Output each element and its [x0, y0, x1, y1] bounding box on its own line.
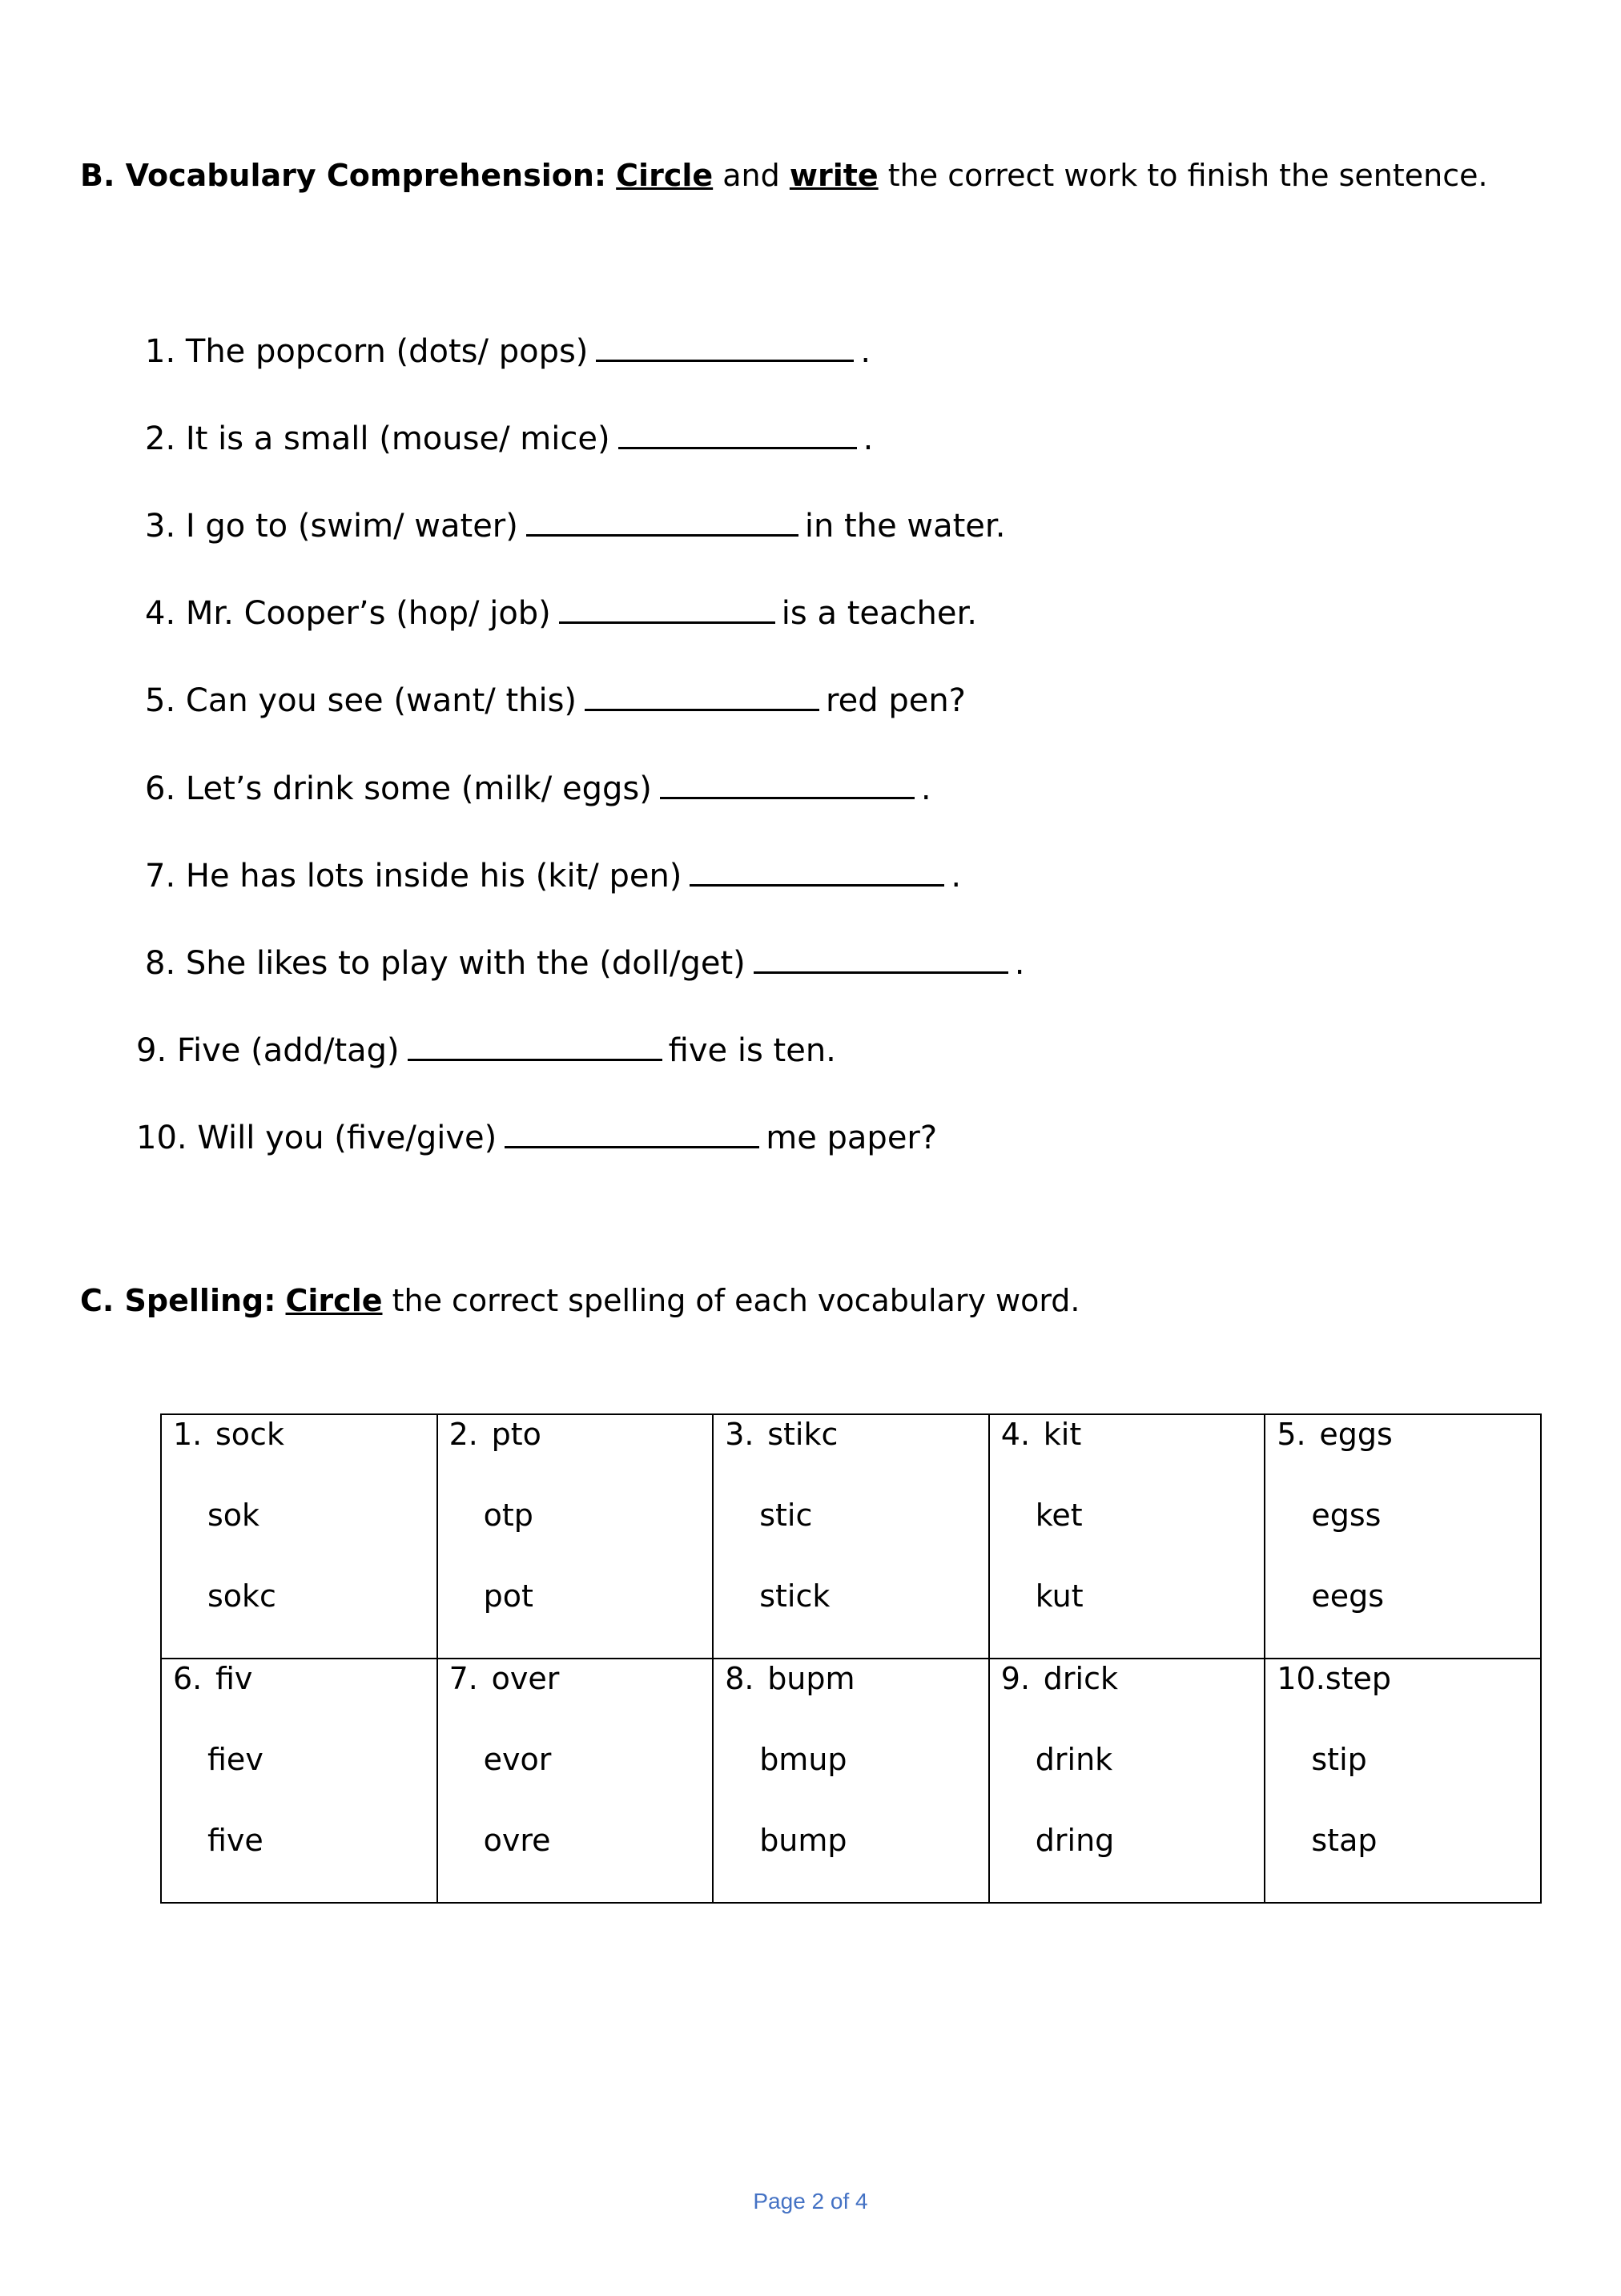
answer-blank[interactable] — [526, 507, 798, 537]
spelling-word: sok — [207, 1498, 260, 1533]
spelling-word: fiv — [215, 1661, 253, 1696]
spelling-word: step — [1325, 1661, 1392, 1696]
spelling-table — [160, 1413, 1542, 1904]
spelling-cell — [161, 1414, 437, 1659]
spelling-word: eggs — [1319, 1417, 1393, 1452]
spelling-number: 7. — [448, 1661, 478, 1696]
section-b-and: and — [722, 158, 780, 193]
sentence-ending: in the water. — [804, 508, 1006, 545]
spelling-row — [161, 1659, 1541, 1903]
spelling-word: stic — [759, 1498, 813, 1533]
sentence-ending: me paper? — [766, 1120, 938, 1156]
sentence-text: Can you see (want/ this) — [185, 682, 577, 719]
spelling-word: fiev — [207, 1742, 263, 1777]
spelling-option[interactable] — [449, 1475, 713, 1556]
sentence-text: Five (add/tag) — [176, 1032, 400, 1069]
spelling-row — [161, 1414, 1541, 1659]
spelling-word: kit — [1043, 1417, 1082, 1452]
answer-blank[interactable] — [660, 770, 915, 799]
spelling-word: ovre — [483, 1823, 551, 1858]
spelling-option[interactable] — [725, 1800, 988, 1881]
spelling-option[interactable] — [449, 1394, 713, 1475]
spelling-word: kut — [1035, 1578, 1084, 1614]
sentence-item — [145, 681, 966, 721]
spelling-word: drick — [1043, 1661, 1118, 1696]
sentence-ending: . — [951, 858, 962, 895]
spelling-option[interactable] — [1277, 1556, 1540, 1637]
spelling-word: pot — [483, 1578, 533, 1614]
spelling-word: stick — [759, 1578, 831, 1614]
sentence-item — [145, 769, 931, 809]
sentence-text: Will you (five/give) — [197, 1120, 497, 1156]
spelling-number: 10. — [1277, 1661, 1325, 1696]
sentence-number: 3. — [145, 508, 176, 545]
spelling-option[interactable] — [173, 1800, 436, 1881]
sentence-item — [145, 593, 977, 633]
spelling-number: 5. — [1277, 1417, 1306, 1452]
spelling-word: sock — [215, 1417, 284, 1452]
answer-blank[interactable] — [596, 332, 854, 362]
spelling-cell — [1265, 1414, 1541, 1659]
spelling-word: bupm — [767, 1661, 855, 1696]
spelling-option[interactable] — [1001, 1639, 1265, 1719]
spelling-option[interactable] — [173, 1719, 436, 1800]
sentence-ending: . — [1014, 945, 1025, 982]
spelling-option[interactable] — [725, 1475, 988, 1556]
spelling-option[interactable] — [449, 1800, 713, 1881]
page-footer: Page 2 of 4 — [753, 2189, 868, 2214]
sentence-ending: is a teacher. — [781, 595, 977, 632]
section-b-label: B. Vocabulary Comprehension: — [80, 158, 607, 193]
sentence-number: 7. — [145, 858, 176, 895]
sentence-number: 9. — [136, 1032, 167, 1069]
spelling-option[interactable] — [449, 1719, 713, 1800]
section-c-circle: Circle — [285, 1283, 383, 1318]
spelling-word: sokc — [207, 1578, 276, 1614]
spelling-option[interactable] — [1001, 1394, 1265, 1475]
spelling-cell — [713, 1659, 989, 1903]
sentence-number: 6. — [145, 770, 176, 807]
spelling-word: bump — [759, 1823, 847, 1858]
spelling-word: stip — [1311, 1742, 1367, 1777]
spelling-word: egss — [1311, 1498, 1382, 1533]
section-b-circle: Circle — [616, 158, 714, 193]
spelling-word: pto — [491, 1417, 541, 1452]
sentence-ending: . — [860, 333, 871, 370]
spelling-word: evor — [483, 1742, 552, 1777]
spelling-cell — [989, 1414, 1265, 1659]
spelling-number: 1. — [173, 1417, 203, 1452]
section-c-instruction: the correct spelling of each vocabulary word. — [392, 1283, 1080, 1318]
answer-blank[interactable] — [559, 594, 775, 624]
spelling-option[interactable] — [173, 1475, 436, 1556]
spelling-cell — [989, 1659, 1265, 1903]
section-b-instruction: the correct work to finish the sentence. — [887, 158, 1488, 193]
sentence-item — [136, 1031, 836, 1071]
section-b-write: write — [789, 158, 879, 193]
sentence-number: 4. — [145, 595, 176, 632]
spelling-cell — [437, 1414, 714, 1659]
sentence-text: The popcorn (dots/ pops) — [185, 333, 589, 370]
spelling-option[interactable] — [725, 1719, 988, 1800]
spelling-cell — [1265, 1659, 1541, 1903]
spelling-cell — [713, 1414, 989, 1659]
spelling-option[interactable] — [1277, 1800, 1540, 1881]
answer-blank[interactable] — [618, 420, 857, 449]
sentence-item — [136, 1118, 937, 1158]
spelling-option[interactable] — [725, 1556, 988, 1637]
sentence-text: She likes to play with the (doll/get) — [185, 945, 746, 982]
spelling-option[interactable] — [1277, 1719, 1540, 1800]
answer-blank[interactable] — [690, 857, 944, 887]
spelling-option[interactable] — [1001, 1719, 1265, 1800]
spelling-option[interactable] — [725, 1394, 988, 1475]
spelling-option[interactable] — [1001, 1800, 1265, 1881]
spelling-option[interactable] — [1001, 1475, 1265, 1556]
answer-blank[interactable] — [408, 1031, 662, 1061]
spelling-option[interactable] — [725, 1639, 988, 1719]
spelling-option[interactable] — [1001, 1556, 1265, 1637]
spelling-option[interactable] — [173, 1394, 436, 1475]
spelling-cell — [161, 1659, 437, 1903]
spelling-option[interactable] — [449, 1639, 713, 1719]
spelling-number: 2. — [448, 1417, 478, 1452]
sentence-text: I go to (swim/ water) — [185, 508, 518, 545]
spelling-word: dring — [1035, 1823, 1115, 1858]
spelling-option[interactable] — [1277, 1639, 1540, 1719]
spelling-option[interactable] — [1277, 1475, 1540, 1556]
sentence-ending: . — [920, 770, 931, 807]
spelling-word: stap — [1311, 1823, 1378, 1858]
answer-blank[interactable] — [505, 1119, 759, 1148]
spelling-number: 9. — [1000, 1661, 1031, 1696]
sentence-item — [145, 506, 1005, 546]
spelling-number: 8. — [725, 1661, 754, 1696]
sentence-ending: red pen? — [826, 682, 966, 719]
spelling-word: eegs — [1311, 1578, 1385, 1614]
spelling-word: stikc — [767, 1417, 839, 1452]
spelling-number: 4. — [1000, 1417, 1031, 1452]
section-c-label: C. Spelling: — [80, 1283, 276, 1318]
spelling-number: 3. — [725, 1417, 754, 1452]
spelling-number: 6. — [173, 1661, 203, 1696]
section-b-heading — [80, 155, 1488, 195]
sentence-number: 5. — [145, 682, 176, 719]
sentence-number: 10. — [136, 1120, 187, 1156]
sentence-number: 2. — [145, 420, 176, 457]
sentence-item — [145, 856, 961, 896]
sentence-item — [145, 419, 873, 459]
spelling-option[interactable] — [173, 1556, 436, 1637]
sentence-item — [145, 332, 871, 372]
sentence-text: Let’s drink some (milk/ eggs) — [185, 770, 652, 807]
sentence-number: 1. — [145, 333, 176, 370]
sentence-ending: five is ten. — [668, 1032, 836, 1069]
sentence-item — [145, 943, 1024, 983]
spelling-word: drink — [1035, 1742, 1113, 1777]
spelling-cell — [437, 1659, 714, 1903]
spelling-option[interactable] — [1277, 1394, 1540, 1475]
sentence-ending: . — [863, 420, 874, 457]
spelling-option[interactable] — [449, 1556, 713, 1637]
answer-blank[interactable] — [585, 682, 819, 711]
answer-blank[interactable] — [754, 944, 1008, 974]
spelling-option[interactable] — [173, 1639, 436, 1719]
spelling-word: otp — [483, 1498, 533, 1533]
spelling-word: five — [207, 1823, 263, 1858]
spelling-word: over — [491, 1661, 560, 1696]
sentence-text: Mr. Cooper’s (hop/ job) — [185, 595, 551, 632]
sentence-number: 8. — [145, 945, 176, 982]
spelling-word: ket — [1035, 1498, 1083, 1533]
sentence-text: It is a small (mouse/ mice) — [185, 420, 610, 457]
sentence-text: He has lots inside his (kit/ pen) — [185, 858, 682, 895]
section-c-heading — [80, 1281, 1080, 1321]
spelling-word: bmup — [759, 1742, 847, 1777]
